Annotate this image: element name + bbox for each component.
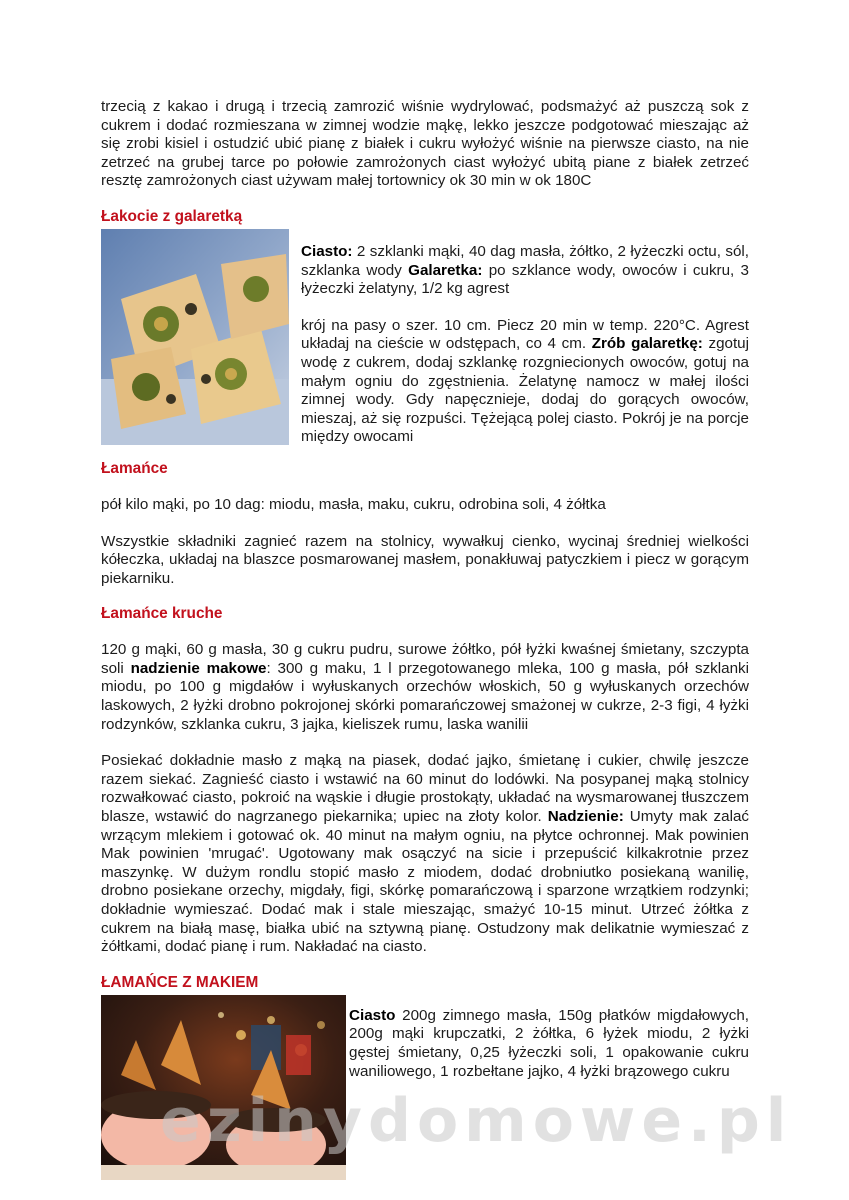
makiem-ciasto-text: 200g zimnego masła, 150g płatków migdałowych, 200g mąki krupczatki, 2 żółtka, 6 łyżek miodu, 2 łyżki gęstej śmietany, 0,25 łyżeczki soli, 1 opakowanie cukru waniliowego, 1 rozbełtane jajko, 4 łyżki brązowego cukru [349,1006,749,1080]
document-page [101,98,749,1180]
nadzienie-label: Nadzienie: [547,808,624,826]
recipe-title-lamance-kruche: Łamańce kruche [101,605,223,623]
nadzienie-makowe-label: nadzienie makowe [130,659,267,677]
site-watermark: ezinydomowe.pl [160,1086,793,1156]
lakocie-method-b: zgotuj wodę z cukrem, dodaj szklankę rozgniecionych owoców, gotuj na małym ogniu do zgęstnienia. Żelatynę namocz w małej ilości zimnej wody. Gdy napęcznieje, dodaj do gorących owoców, mieszaj, aż się rozpuści. Tężejącą polej ciasto. Pokrój je na porcje między owocami [301,335,749,446]
lamance-ingredients: pół kilo mąki, po 10 dag: miodu, masła, maku, cukru, odrobina soli, 4 żółtka [101,495,606,513]
kruche-ingredients-b: : 300 g maku, 1 l przegotowanego mleka, 100 g masła, pół szklanki miodu, po 100 g migdałów i wyłuskanych orzechów włoskich, 50 g wyłuskanych orzechów laskowych, 2 łyżki drobno pokrojonej skórki pomarańczowej smażonej w cukrze, 2-3 figi, 4 łyżki rodzynków, szklanka cukru, 3 jajka, kieliszek rumu, laska wanilii [101,659,749,733]
lakocie-photo [101,229,289,445]
zrob-galaretke-label: Zrób galaretkę: [591,335,703,353]
intro-paragraph: trzecią z kakao i drugą i trzecią zamrozić wiśnie wydrylować, podsmażyć aż puszczą sok z cukrem i dodać rozmieszana w zimnej wodzie mąkę, lekko jeszcze podgotować mieszając aż się zrobi kisiel i ostudzić ubić pianę z białek i cukru wyłożyć wiśnie na pierwsze ciasto, na nie zetrzeć na grubej tarce po połowie zamrożonych ciast wyłożyć ubitą piane z białek zetrzeć resztę zamrożonych ciast używam małej tortownicy ok 30 min w ok 180C [101,98,749,190]
kruche-method-b: Umyty mak zalać wrzącym mlekiem i gotować ok. 40 minut na małym ogniu, na płytce ochronnej. Mak powinien Mak powinien 'mrugać'. Ugotowany mak osączyć na sicie i przepuścić kilkakrotnie przez maszynkę. W dużym rondlu stopić masło z miodem, dodać drobniutko posiekaną wanilię, drobno posiekane orzechy, migdały, figi, skórkę pomarańczową i sparzone wrzątkiem rodzynki; dokładnie wymieszać. Dodać mak i stale mieszając, smażyć 10-15 minut. Utrzeć żółtka z cukrem na białą masę, białka ubić na sztywną pianę. Ostudzony mak delikatnie wymieszać z żółtkami, dodać pianę i rum. Nakładać na ciasto. [101,808,749,956]
recipe-title-lamance-z-makiem: ŁAMAŃCE Z MAKIEM [101,973,259,991]
lakocie-method-a: krój na pasy o szer. 10 cm. Piecz 20 min w temp. 220°C. Agrest układaj na cieście w odstępach, co 4 cm. [301,316,749,353]
lamance-kruche-method [101,752,749,957]
lakocie-ingredients [301,243,749,299]
recipe-title-lakocie: Łakocie z galaretką [101,207,243,225]
recipe-lakocie-section [101,229,749,447]
lakocie-method [301,317,749,447]
lamance-z-makiem-ingredients [349,1007,749,1081]
galaretka-label: Galaretka: [408,261,483,279]
ciasto-label: Ciasto: [301,242,353,260]
kruche-ingredients-a: 120 g mąki, 60 g masła, 30 g cukru pudru, surowe żółtko, pół łyżki kwaśnej śmietany, szczypta soli [101,641,749,677]
lamance-kruche-ingredients [101,641,749,734]
ciasto-label-2: Ciasto [349,1006,396,1024]
lamance-method: Wszystkie składniki zagnieć razem na stolnicy, wywałkuj cienko, wycinaj średniej wielkości kółeczka, układaj na blaszce posmarowanej masłem, ponakłuwaj patyczkiem i piecz w gorącym piekarniku. [101,532,749,587]
lakocie-galaretka-text: po szklance wody, owoców i cukru, 3 łyżeczki żelatyny, 1/2 kg agrest [301,261,749,298]
kruche-method-a: Posiekać dokładnie masło z mąką na piasek, dodać jajko, śmietanę i cukier, chwilę jeszcze razem siekać. Zagnieść ciasto i wstawić na 60 minut do lodówki. Na posypanej mąką stolnicy rozwałkować ciasto, pokroić na wąskie i długie prostokąty, układać na wysmarowanej tłuszczem blasze, wstawić do nagrzanego piekarnika; upiec na złoty kolor. [101,752,749,826]
recipe-title-lamance: Łamańce [101,459,168,477]
lakocie-ciasto-text: 2 szklanki mąki, 40 dag masła, żółtko, 2 łyżeczki octu, sól, szklanka wody [301,242,749,279]
